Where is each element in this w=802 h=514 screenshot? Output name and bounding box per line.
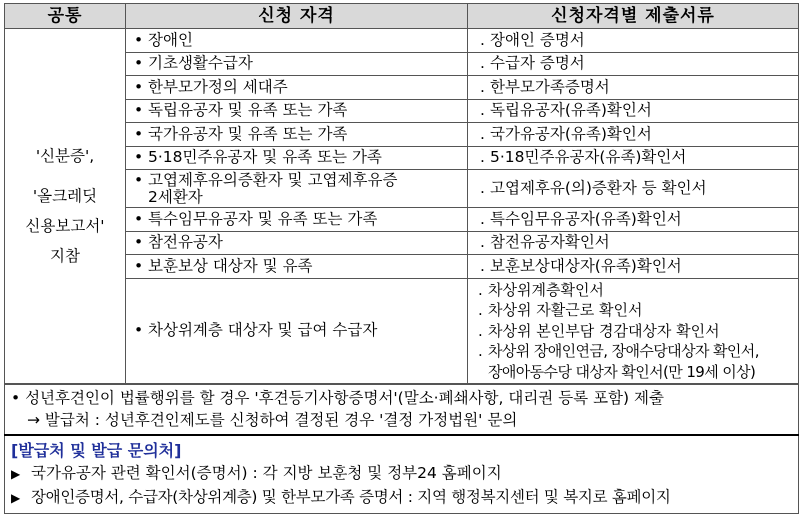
common-requirement-cell [5, 29, 126, 385]
doc-marker: . [478, 280, 483, 299]
doc-marker: . [480, 256, 485, 275]
doc-marker: . [478, 301, 483, 319]
document-text: 국가유공자(유족)확인서 [490, 124, 652, 143]
qualification-text: 5·18민주유공자 및 유족 또는 가족 [148, 148, 382, 167]
qualification-text: 특수임무유공자 및 유족 또는 가족 [148, 209, 378, 228]
document-text: 보훈보상대상자(유족)확인서 [490, 256, 682, 275]
bullet: • [134, 30, 144, 49]
info-row [5, 435, 799, 514]
qualification-text: 기초생활수급자 [148, 54, 253, 73]
doc-marker: . [478, 321, 483, 340]
document-text: 장애아동수당 대상자 확인서(만 19세 이상) [488, 362, 756, 381]
qualification-cell [126, 146, 468, 170]
requirements-table [4, 3, 799, 514]
bullet: • [134, 170, 144, 189]
doc-marker: . [480, 30, 485, 49]
doc-marker: . [480, 148, 485, 167]
info-item-text: 장애인증명서, 수급자(차상위계층) 및 한부모가족 증명서 : 지역 행정복지센터 및 복지로 홈페이지 [31, 488, 671, 506]
document-text: 차상위 본인부담 경감대상자 확인서 [488, 321, 720, 340]
doc-marker: . [480, 77, 485, 96]
document-cell [468, 170, 799, 208]
qualification-text: 참전유공자 [148, 233, 223, 252]
bullet: • [134, 321, 144, 340]
qualification-text: 장애인 [148, 30, 193, 49]
document-text: 5·18민주유공자(유족)확인서 [490, 148, 687, 167]
document-cell [468, 278, 799, 384]
bullet: • [134, 101, 144, 120]
guardian-note: • 성년후견인이 법률행위를 할 경우 '후견등기사항증명서'(말소·폐쇄사항, 대리권 등록 포함) 제출 [11, 389, 664, 407]
document-cell [468, 76, 799, 100]
header-documents: 신청자격별 제출서류 [468, 4, 799, 29]
qualification-text: 한부모가정의 세대주 [148, 77, 288, 96]
info-title: [발급처 및 발급 문의처] [11, 441, 182, 460]
common-line: 지참 [50, 247, 80, 265]
document-text: 장애인 증명서 [490, 30, 585, 49]
document-cell [468, 52, 799, 76]
qualification-text: 차상위계층 대상자 및 급여 수급자 [148, 321, 378, 340]
document-cell [468, 208, 799, 232]
document-cell [468, 29, 799, 53]
common-line: '신분증', [35, 147, 95, 165]
document-text: 수급자 증명서 [490, 54, 585, 73]
document-cell [468, 146, 799, 170]
qualification-text: 고엽제후유의증환자 및 고엽제후유증 [148, 170, 398, 189]
qualification-cell [126, 255, 468, 279]
qualification-cell [126, 29, 468, 53]
bullet: • [134, 209, 144, 228]
info-cell [5, 435, 799, 514]
document-text: 특수임무유공자(유족)확인서 [490, 209, 682, 228]
document-text: 고엽제후유(의)증환자 등 확인서 [490, 179, 707, 197]
qualification-text: 독립유공자 및 유족 또는 가족 [148, 101, 348, 120]
header-qualification: 신청 자격 [126, 4, 468, 29]
notes-cell [5, 384, 799, 435]
qualification-text: 국가유공자 및 유족 또는 가족 [148, 124, 348, 143]
qualification-cell [126, 208, 468, 232]
document-text: 차상위계층확인서 [488, 280, 604, 299]
document-text: 참전유공자확인서 [490, 233, 610, 252]
document-text: 한부모가족증명서 [490, 77, 610, 96]
qualification-cell [126, 123, 468, 147]
bullet: • [134, 233, 144, 252]
guardian-note-issuer: → 발급처 : 성년후견인제도를 신청하여 결정된 경우 '결정 가정법원' 문의 [27, 411, 518, 429]
notes-row [5, 384, 799, 435]
qualification-text-cont: 2세환자 [148, 187, 203, 206]
header-row [5, 4, 799, 29]
common-line: '올크레딧 [32, 187, 98, 205]
doc-marker: . [480, 54, 485, 73]
doc-marker: . [480, 209, 485, 228]
qualification-cell [126, 52, 468, 76]
common-line: 신용보고서' [25, 217, 105, 235]
bullet: • [134, 54, 144, 73]
document-text: 차상위 장애인연금, 장애수당대상자 확인서, [488, 342, 759, 360]
bullet: • [134, 148, 144, 167]
document-cell [468, 99, 799, 123]
document-text: 차상위 자활근로 확인서 [488, 301, 643, 319]
qualification-text: 보훈보상 대상자 및 유족 [148, 256, 313, 275]
doc-marker: . [478, 342, 483, 360]
qualification-cell [126, 99, 468, 123]
bullet: • [134, 124, 144, 143]
document-text: 독립유공자(유족)확인서 [490, 101, 652, 120]
document-cell [468, 231, 799, 255]
table-row [5, 29, 799, 53]
document-cell [468, 255, 799, 279]
triangle-icon: ▶ [11, 491, 20, 505]
triangle-icon: ▶ [11, 467, 21, 481]
bullet: • [134, 77, 144, 96]
qualification-cell [126, 170, 468, 208]
doc-marker: . [480, 233, 485, 252]
doc-marker: . [480, 124, 485, 143]
qualification-cell [126, 76, 468, 100]
document-cell [468, 123, 799, 147]
qualification-cell [126, 231, 468, 255]
bullet: • [134, 256, 144, 275]
doc-marker: . [480, 101, 485, 120]
header-common: 공통 [5, 4, 126, 29]
qualification-cell [126, 278, 468, 384]
doc-marker: . [480, 179, 485, 197]
info-item-text: 국가유공자 관련 확인서(증명서) : 각 지방 보훈청 및 정부24 홈페이지 [31, 464, 502, 482]
